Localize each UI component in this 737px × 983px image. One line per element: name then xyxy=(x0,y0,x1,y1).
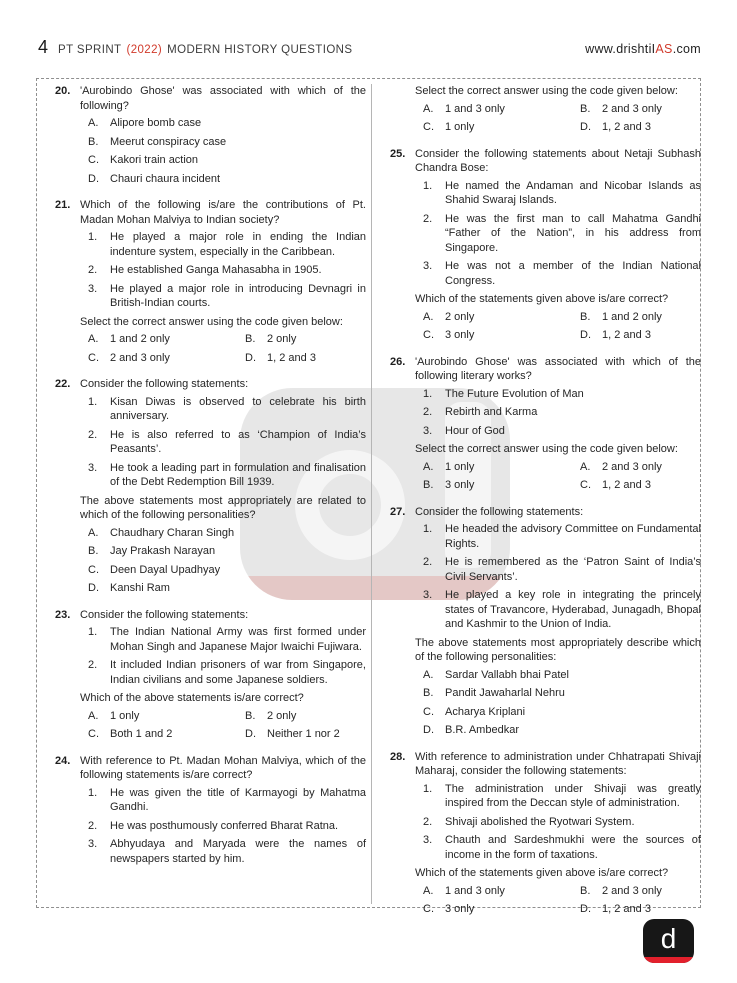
option-text: 3 only xyxy=(445,903,475,915)
question xyxy=(390,84,701,139)
answer-option xyxy=(423,120,580,135)
option-text: B.R. Ambedkar xyxy=(445,724,519,736)
option-label: B. xyxy=(245,333,256,345)
statement-number: 1. xyxy=(423,782,433,795)
option-label: C. xyxy=(423,705,434,718)
questions-column-left xyxy=(55,84,366,878)
page-number: 4 xyxy=(38,37,49,57)
question-stem: 'Aurobindo Ghose' was associated with which of the following literary works? xyxy=(415,355,701,382)
statement-text: He played a key role in integrating the princely states of Travancore, Hyderabad, Junagadh, Bhopal and Kashmir to the Union of India. xyxy=(445,589,701,630)
answer-option xyxy=(580,120,701,135)
statement-number: 1. xyxy=(88,395,98,408)
statement-number: 2. xyxy=(423,406,433,418)
options-row xyxy=(423,102,701,117)
option-label: C. xyxy=(423,121,434,133)
question-stem: Consider the following statements: xyxy=(80,378,249,390)
answer-option xyxy=(245,332,366,347)
options-row xyxy=(423,120,701,135)
answer-option xyxy=(88,544,366,559)
option-label: D. xyxy=(88,172,99,185)
question-stem: Consider the following statements: xyxy=(415,505,584,518)
question-body xyxy=(80,84,366,190)
statement-number: 2. xyxy=(423,212,433,225)
question-number: 28. xyxy=(390,750,406,763)
options-row xyxy=(423,310,701,325)
header-title-part2: MODERN HISTORY QUESTIONS xyxy=(167,44,353,56)
statement-number: 3. xyxy=(423,834,433,846)
statement-number: 1. xyxy=(88,231,98,243)
statement-text: He took a leading part in formulation and finalisation of the Debt Redemption Bill 1939. xyxy=(110,461,366,488)
options-row xyxy=(88,332,366,347)
statement xyxy=(423,782,701,811)
statement-text: Rebirth and Karma xyxy=(445,406,538,418)
question-body xyxy=(415,750,701,921)
option-label: A. xyxy=(423,460,434,473)
question-body xyxy=(415,505,701,742)
answer-option xyxy=(245,709,366,724)
statement-number: 1. xyxy=(423,179,433,192)
option-text: Kanshi Ram xyxy=(110,582,170,594)
questions-column-right xyxy=(390,84,701,929)
option-text: 1, 2 and 3 xyxy=(267,351,316,364)
answer-option xyxy=(88,526,366,541)
answer-option xyxy=(423,310,580,325)
question xyxy=(55,377,366,600)
option-label: D. xyxy=(245,728,256,740)
website-link xyxy=(585,42,701,57)
statement xyxy=(88,658,366,687)
options-row xyxy=(423,460,701,475)
option-text: 2 and 3 only xyxy=(602,102,662,115)
header-title-part1: PT SPRINT xyxy=(58,44,122,56)
option-label: D. xyxy=(580,329,591,341)
option-text: Both 1 and 2 xyxy=(110,728,173,740)
question-body xyxy=(80,608,366,746)
option-label: D. xyxy=(423,724,434,736)
question-text: Which of the above statements is/are correct? xyxy=(80,692,304,704)
answer-option xyxy=(88,351,245,366)
statement-text: He named the Andaman and Nicobar Islands as Shahid Swaraj Islands. xyxy=(445,179,701,206)
question xyxy=(390,750,701,921)
answer-option xyxy=(580,328,701,343)
option-label: A. xyxy=(423,884,434,897)
page-header xyxy=(38,37,701,62)
option-label: A. xyxy=(423,310,434,323)
statement xyxy=(88,395,366,424)
statement-number: 2. xyxy=(423,815,433,828)
statement xyxy=(423,259,701,288)
statement xyxy=(423,424,701,439)
options-row xyxy=(423,884,701,899)
option-label: A. xyxy=(88,526,99,539)
statement-text: He headed the advisory Committee on Fundamental Rights. xyxy=(445,523,701,550)
option-text: Chaudhary Charan Singh xyxy=(110,526,235,539)
answer-option xyxy=(580,102,701,117)
option-text: Pandit Jawaharlal Nehru xyxy=(445,687,565,699)
option-label: C. xyxy=(88,351,99,364)
statement-number: 1. xyxy=(88,626,98,638)
question-stem: With reference to Pt. Madan Mohan Malviya, which of the following statements is/are correct? xyxy=(80,754,366,781)
option-text: 2 and 3 only xyxy=(602,460,662,473)
option-text: Kakori train action xyxy=(110,154,199,166)
option-text: 2 only xyxy=(267,333,297,345)
options-row xyxy=(423,902,701,917)
statement xyxy=(423,179,701,208)
options-row xyxy=(423,328,701,343)
option-label: B. xyxy=(88,545,99,557)
question xyxy=(390,355,701,497)
option-text: Neither 1 nor 2 xyxy=(267,728,340,740)
option-text: 3 only xyxy=(445,479,475,491)
answer-option xyxy=(88,135,366,150)
statement-text: The Indian National Army was first formed under Mohan Singh and Japanese Major Iwaichi Fujiwara. xyxy=(110,626,366,653)
statement xyxy=(423,833,701,862)
answer-option xyxy=(88,727,245,742)
question-stem: Consider the following statements: xyxy=(80,608,249,621)
options-row xyxy=(88,351,366,366)
answer-option xyxy=(423,723,701,738)
question-number: 24. xyxy=(55,754,71,767)
question-text: Select the correct answer using the code given below: xyxy=(415,443,678,455)
answer-option xyxy=(245,351,366,366)
statement-number: 2. xyxy=(88,659,98,671)
question-body xyxy=(80,377,366,600)
statement-text: He was the first man to call Mahatma Gandhi “Father of the Nation”, in his address from Singapore. xyxy=(445,212,701,254)
website-accent: AS xyxy=(655,42,673,56)
question-number: 27. xyxy=(390,505,406,518)
statement xyxy=(423,212,701,256)
answer-option xyxy=(423,102,580,117)
answer-option xyxy=(580,884,701,899)
header-title xyxy=(58,43,352,58)
statement-text: He established Ganga Mahasabha in 1905. xyxy=(110,264,322,276)
statement-number: 3. xyxy=(88,461,98,474)
statement-text: The administration under Shivaji was greatly inspired from the Deccan style of administration. xyxy=(445,782,701,809)
statement xyxy=(88,625,366,654)
statement xyxy=(88,282,366,311)
statement-text: He was not a member of the Indian National Congress. xyxy=(445,260,701,287)
question-text: Which of the statements given above is/are correct? xyxy=(415,293,669,305)
statement xyxy=(88,837,366,866)
answer-option xyxy=(88,563,366,578)
statement-number: 3. xyxy=(423,424,433,437)
answer-option xyxy=(423,705,701,720)
question-body xyxy=(80,198,366,369)
option-text: 1 and 2 only xyxy=(110,333,170,345)
statement-text: It included Indian prisoners of war from Singapore, Indian civilians and some Japanese soldiers. xyxy=(110,659,366,686)
question xyxy=(390,147,701,347)
option-label: C. xyxy=(88,563,99,576)
question xyxy=(55,198,366,369)
question xyxy=(55,84,366,190)
option-label: B. xyxy=(245,709,256,722)
option-text: Deen Dayal Upadhyay xyxy=(110,563,221,576)
option-label: C. xyxy=(580,479,591,491)
question-body xyxy=(80,754,366,871)
answer-option xyxy=(245,727,366,742)
option-text: 1, 2 and 3 xyxy=(602,329,651,341)
answer-option xyxy=(88,332,245,347)
option-text: 1, 2 and 3 xyxy=(602,903,651,915)
statement-text: Hour of God xyxy=(445,424,505,437)
option-text: 2 and 3 only xyxy=(602,884,662,897)
statement-number: 1. xyxy=(423,387,433,400)
option-text: 1 only xyxy=(445,460,475,473)
statement-text: Shivaji abolished the Ryotwari System. xyxy=(445,815,635,828)
option-label: D. xyxy=(580,121,591,133)
logo-letter: d xyxy=(660,923,677,954)
header-title-year: (2022) xyxy=(126,44,163,56)
statement-number: 3. xyxy=(423,260,433,272)
statement-number: 1. xyxy=(88,786,98,799)
statement xyxy=(88,263,366,278)
question-body xyxy=(415,355,701,497)
question-number: 20. xyxy=(55,85,71,97)
option-label: C. xyxy=(423,329,434,341)
answer-option xyxy=(580,460,701,475)
question-stem: Consider the following statements about Netaji Subhash Chandra Bose: xyxy=(415,147,701,174)
question-number xyxy=(390,84,415,139)
options-row xyxy=(88,709,366,724)
option-label: B. xyxy=(580,310,591,323)
options-row xyxy=(88,727,366,742)
statement-number: 3. xyxy=(423,589,433,601)
question-text: Select the correct answer using the code given below: xyxy=(80,315,343,328)
statement-text: He played a major role in ending the Indian indenture system, especially in the Caribbean. xyxy=(110,231,366,258)
statement-text: Chauth and Sardeshmukhi were the sources of income in the form of taxations. xyxy=(445,834,701,861)
answer-option xyxy=(88,153,366,168)
question-body xyxy=(415,84,701,139)
statement xyxy=(423,588,701,632)
statement xyxy=(88,461,366,490)
question-stem: 'Aurobindo Ghose' was associated with which of the following? xyxy=(80,85,366,112)
option-text: 1 only xyxy=(445,121,475,133)
question-body xyxy=(415,147,701,347)
statement-text: Kisan Diwas is observed to celebrate his birth anniversary. xyxy=(110,395,366,422)
statement xyxy=(88,819,366,834)
option-text: Acharya Kriplani xyxy=(445,705,526,718)
option-label: B. xyxy=(423,479,434,491)
question xyxy=(390,505,701,742)
option-label: B. xyxy=(423,687,434,699)
option-text: 1 and 3 only xyxy=(445,102,505,115)
option-text: 2 only xyxy=(267,709,297,722)
statement xyxy=(88,786,366,815)
option-label: C. xyxy=(88,154,99,166)
answer-option xyxy=(423,478,580,493)
option-label: C. xyxy=(423,903,434,915)
answer-option xyxy=(423,668,701,683)
statement-text: He played a major role in introducing Devnagri in British-Indian courts. xyxy=(110,282,366,309)
option-label: A. xyxy=(88,333,99,345)
option-label: A. xyxy=(423,102,434,115)
question-number: 25. xyxy=(390,147,406,160)
option-text: 1 only xyxy=(110,709,140,722)
answer-option xyxy=(423,902,580,917)
option-label: A. xyxy=(423,668,434,681)
option-label: B. xyxy=(580,102,591,115)
option-label: C. xyxy=(88,728,99,740)
statement xyxy=(423,387,701,402)
statement-number: 3. xyxy=(88,282,98,295)
question-number: 26. xyxy=(390,355,406,368)
answer-option xyxy=(423,884,580,899)
answer-option xyxy=(88,172,366,187)
option-label: B. xyxy=(580,884,591,897)
answer-option xyxy=(580,902,701,917)
statement-text: He was given the title of Karmayogi by Mahatma Gandhi. xyxy=(110,786,366,813)
statement-number: 2. xyxy=(88,819,98,832)
option-label: D. xyxy=(580,903,591,915)
statement-number: 2. xyxy=(88,264,98,276)
statement xyxy=(423,815,701,830)
question-number: 23. xyxy=(55,608,71,621)
statement-number: 2. xyxy=(423,556,433,568)
answer-option xyxy=(88,709,245,724)
statement-text: He was posthumously conferred Bharat Ratna. xyxy=(110,819,339,832)
option-text: 1, 2 and 3 xyxy=(602,479,651,491)
option-text: Alipore bomb case xyxy=(110,117,202,129)
website-prefix: www.drishtiI xyxy=(585,42,656,56)
answer-option xyxy=(580,310,701,325)
question xyxy=(55,608,366,746)
question-stem: Which of the following is/are the contributions of Pt. Madan Mohan Malviya to Indian society? xyxy=(80,199,366,226)
question-text: Select the correct answer using the code given below: xyxy=(415,85,678,97)
statement xyxy=(88,428,366,457)
statement-number: 2. xyxy=(88,428,98,441)
statement-number: 3. xyxy=(88,838,98,850)
option-text: Chauri chaura incident xyxy=(110,172,221,185)
option-label: A. xyxy=(580,460,591,473)
option-text: Sardar Vallabh bhai Patel xyxy=(445,668,569,681)
statement xyxy=(88,230,366,259)
option-label: A. xyxy=(88,709,99,722)
option-label: D. xyxy=(88,582,99,594)
question-number: 21. xyxy=(55,199,71,211)
answer-option xyxy=(88,581,366,596)
statement xyxy=(423,522,701,551)
option-text: 1 and 2 only xyxy=(602,310,662,323)
options-row xyxy=(423,478,701,493)
question-text: The above statements most appropriately describe which of the following personalities: xyxy=(415,636,701,663)
answer-option xyxy=(423,460,580,475)
answer-option xyxy=(423,328,580,343)
option-text: 2 and 3 only xyxy=(110,351,170,364)
statement-text: He is also referred to as ‘Champion of India’s Peasants’. xyxy=(110,428,366,455)
option-text: 2 only xyxy=(445,310,475,323)
answer-option xyxy=(423,686,701,701)
question-text: Which of the statements given above is/are correct? xyxy=(415,867,669,879)
statement xyxy=(423,555,701,584)
option-text: 1 and 3 only xyxy=(445,884,505,897)
website-suffix: .com xyxy=(672,42,701,56)
answer-option xyxy=(580,478,701,493)
statement-text: He is remembered as the ‘Patron Saint of India’s Civil Servants’. xyxy=(445,556,701,583)
option-text: 1, 2 and 3 xyxy=(602,121,651,133)
option-label: D. xyxy=(245,351,256,364)
option-text: Meerut conspiracy case xyxy=(110,135,227,148)
question-text: The above statements most appropriately are related to which of the following personalities? xyxy=(80,494,366,521)
answer-option xyxy=(88,116,366,131)
column-divider xyxy=(371,84,372,904)
question-number: 22. xyxy=(55,378,71,390)
drishti-logo xyxy=(643,919,694,963)
statement-text: The Future Evolution of Man xyxy=(445,387,584,400)
option-label: B. xyxy=(88,135,99,148)
statement-number: 1. xyxy=(423,523,433,535)
question-stem: With reference to administration under Chhatrapati Shivaji Maharaj, consider the following statements: xyxy=(415,750,701,777)
question xyxy=(55,754,366,871)
statement xyxy=(423,405,701,420)
option-label: A. xyxy=(88,117,99,129)
option-text: Jay Prakash Narayan xyxy=(110,545,216,557)
option-text: 3 only xyxy=(445,329,475,341)
logo-red-strip xyxy=(643,957,694,963)
statement-text: Abhyudaya and Maryada were the names of newspapers started by him. xyxy=(110,838,366,865)
